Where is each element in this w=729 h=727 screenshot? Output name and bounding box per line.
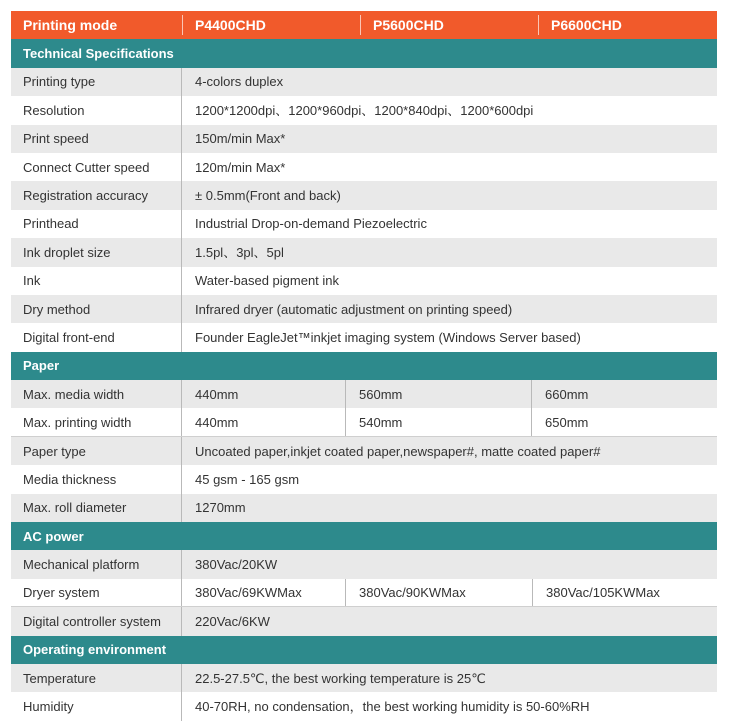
section-title: AC power (23, 528, 84, 544)
row-value: Water-based pigment ink (195, 273, 340, 289)
row-value: 4-colors duplex (195, 74, 284, 90)
section-ac-power (11, 522, 717, 550)
section-title: Operating environment (23, 642, 167, 658)
row-label: Dryer system (11, 579, 182, 606)
section-title: Paper (23, 358, 60, 374)
header-model-p4400chd: P4400CHD (195, 17, 266, 34)
header-divider (360, 15, 361, 35)
row-value: ± 0.5mm(Front and back) (195, 188, 341, 204)
table-row (11, 153, 717, 181)
row-label: Resolution (11, 96, 182, 124)
row-label: Mechanical platform (11, 550, 182, 578)
row-value: Infrared dryer (automatic adjustment on printing speed) (195, 301, 513, 317)
table-row (11, 692, 717, 720)
row-value-p4400chd: 380Vac/69KWMax (182, 579, 346, 606)
row-label: Ink (11, 267, 182, 295)
table-row (11, 465, 717, 493)
section-paper (11, 352, 717, 380)
header-printing-mode: Printing mode (23, 17, 118, 34)
row-label: Dry method (11, 295, 182, 323)
row-value-p5600chd: 560mm (346, 380, 532, 408)
row-value: 150m/min Max* (195, 131, 286, 147)
table-row (11, 408, 717, 436)
row-value: 380Vac/20KW (195, 557, 278, 573)
row-value: 40-70RH, no condensation，the best working humidity is 50-60%RH (195, 699, 590, 715)
table-row (11, 323, 717, 351)
row-label: Temperature (11, 664, 182, 692)
row-value-p4400chd: 440mm (182, 380, 346, 408)
row-value: 120m/min Max* (195, 159, 286, 175)
table-row (11, 267, 717, 295)
row-value: 1270mm (195, 500, 246, 516)
header-divider (182, 15, 183, 35)
row-value: Founder EagleJet™inkjet imaging system (Windows Server based) (195, 329, 581, 345)
row-label: Printing type (11, 68, 182, 96)
row-value-p5600chd: 380Vac/90KWMax (346, 579, 533, 606)
row-label: Connect Cutter speed (11, 153, 182, 181)
header-divider (538, 15, 539, 35)
table-row (11, 181, 717, 209)
section-technical-specifications (11, 39, 717, 67)
row-label: Humidity (11, 692, 182, 720)
row-value-p4400chd: 440mm (182, 408, 346, 435)
row-value: 22.5-27.5℃, the best working temperature is 25℃ (195, 670, 486, 686)
row-value-p6600chd: 660mm (545, 386, 589, 402)
table-row (11, 295, 717, 323)
row-label: Digital controller system (11, 607, 182, 635)
row-value: 1.5pl、3pl、5pl (195, 244, 284, 260)
table-row (11, 210, 717, 238)
row-label: Digital front-end (11, 323, 182, 351)
row-label: Max. roll diameter (11, 494, 182, 522)
table-row (11, 380, 717, 408)
table-row (11, 579, 717, 607)
row-value-p5600chd: 540mm (346, 408, 532, 435)
section-title: Technical Specifications (23, 46, 174, 62)
table-row (11, 664, 717, 692)
row-value: Industrial Drop-on-demand Piezoelectric (195, 216, 427, 232)
row-label: Registration accuracy (11, 181, 182, 209)
table-row (11, 550, 717, 578)
row-label: Printhead (11, 210, 182, 238)
table-row (11, 437, 717, 465)
row-label: Ink droplet size (11, 238, 182, 266)
row-label: Max. printing width (11, 408, 182, 435)
table-row (11, 238, 717, 266)
row-label: Media thickness (11, 465, 182, 493)
header-model-p6600chd: P6600CHD (551, 17, 622, 34)
row-value: 1200*1200dpi、1200*960dpi、1200*840dpi、1200*600dpi (195, 102, 534, 118)
row-value: 45 gsm - 165 gsm (195, 471, 300, 487)
spec-table (11, 11, 717, 721)
header-model-p5600chd: P5600CHD (373, 17, 444, 34)
table-row (11, 607, 717, 635)
table-row (11, 68, 717, 96)
row-value: 220Vac/6KW (195, 613, 270, 629)
row-value-p6600chd: 650mm (545, 414, 589, 430)
table-row (11, 125, 717, 153)
row-label: Print speed (11, 125, 182, 153)
row-label: Paper type (11, 437, 182, 465)
row-label: Max. media width (11, 380, 182, 408)
table-row (11, 96, 717, 124)
row-value: Uncoated paper,inkjet coated paper,newspaper#, matte coated paper# (195, 443, 601, 459)
row-value-p6600chd: 380Vac/105KWMax (546, 585, 660, 600)
table-row (11, 494, 717, 522)
section-operating-environment (11, 636, 717, 664)
table-header (11, 11, 717, 39)
